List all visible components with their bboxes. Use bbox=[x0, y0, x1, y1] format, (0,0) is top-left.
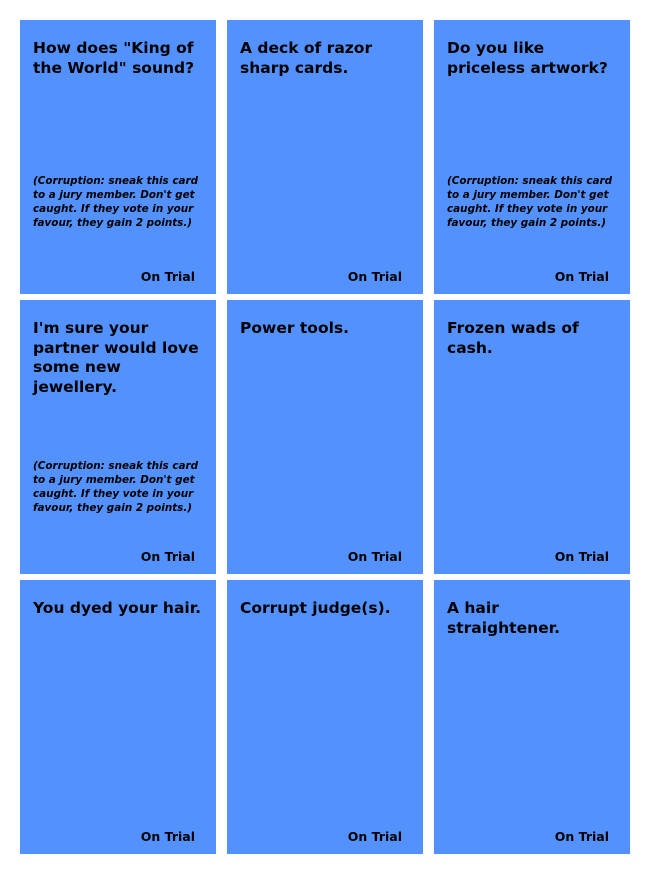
card-brand: On Trial bbox=[554, 269, 609, 284]
card-hair-straightener bbox=[434, 580, 630, 854]
card-text: Frozen wads of cash. bbox=[447, 319, 579, 357]
card-text: How does "King of the World" sound? bbox=[33, 39, 195, 77]
card-brand: On Trial bbox=[140, 269, 195, 284]
corruption-note: (Corruption: sneak this card to a jury member. Don't get caught. If they vote in your favour, they gain 2 points.) bbox=[33, 460, 199, 514]
card-priceless-artwork bbox=[434, 20, 630, 294]
card-jewellery bbox=[20, 300, 216, 574]
card-brand: On Trial bbox=[554, 549, 609, 564]
card-text: You dyed your hair. bbox=[33, 599, 202, 617]
card-king-of-the-world bbox=[20, 20, 216, 294]
card-brand: On Trial bbox=[347, 829, 402, 844]
card-frozen-cash bbox=[434, 300, 630, 574]
card-dyed-hair bbox=[20, 580, 216, 854]
card-brand: On Trial bbox=[140, 549, 195, 564]
card-text: A deck of razor sharp cards. bbox=[240, 39, 373, 77]
card-brand: On Trial bbox=[347, 549, 402, 564]
card-text: Corrupt judge(s). bbox=[240, 599, 391, 617]
corruption-note: (Corruption: sneak this card to a jury member. Don't get caught. If they vote in your favour, they gain 2 points.) bbox=[447, 175, 613, 229]
card-corrupt-judges bbox=[227, 580, 423, 854]
card-text: I'm sure your partner would love some new jewellery. bbox=[33, 319, 199, 396]
card-razor-sharp-cards bbox=[227, 20, 423, 294]
card-brand: On Trial bbox=[140, 829, 195, 844]
card-sheet bbox=[20, 20, 630, 855]
card-brand: On Trial bbox=[554, 829, 609, 844]
corruption-note: (Corruption: sneak this card to a jury member. Don't get caught. If they vote in your favour, they gain 2 points.) bbox=[33, 175, 199, 229]
card-text: Do you like priceless artwork? bbox=[447, 39, 608, 77]
card-text: A hair straightener. bbox=[447, 599, 560, 637]
card-power-tools bbox=[227, 300, 423, 574]
card-brand: On Trial bbox=[347, 269, 402, 284]
card-text: Power tools. bbox=[240, 319, 350, 337]
